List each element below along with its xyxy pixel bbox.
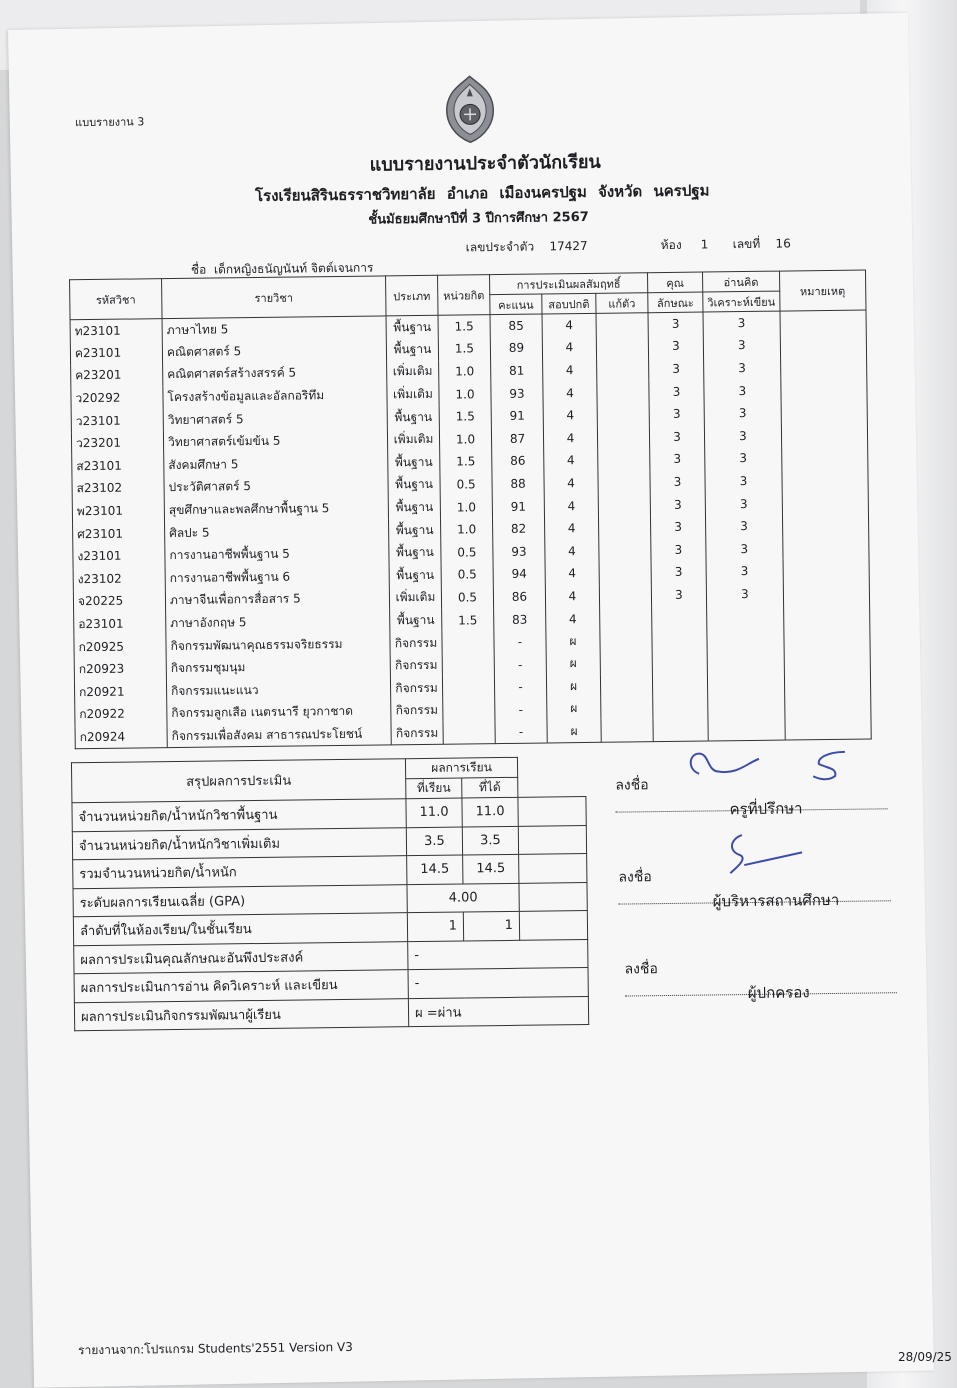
subject-reading [707, 605, 784, 629]
subject-score: 94 [493, 563, 545, 586]
summary-earned-header: ที่ได้ [462, 777, 518, 798]
subject-score: 89 [490, 337, 542, 360]
subject-credit [443, 721, 495, 744]
subject-retest [596, 313, 648, 336]
summary-title: สรุปผลการประเมิน [71, 759, 405, 803]
subject-remark [784, 694, 870, 718]
subject-remark [784, 672, 870, 696]
subject-retest [598, 493, 650, 516]
header-score: คะแนน [490, 294, 542, 315]
subject-character [652, 628, 707, 651]
basic-credit-label: จำนวนหน่วยกิต/น้ำหนักวิชาพื้นฐาน [72, 799, 406, 832]
subject-code: ส23101 [72, 454, 164, 478]
subject-credit: 1.0 [439, 360, 491, 383]
subject-name: คณิตศาสตร์สร้างสรรค์ 5 [163, 361, 387, 386]
subject-reading [707, 673, 784, 697]
header-subject: รายวิชา [162, 276, 386, 319]
subject-reading [707, 627, 784, 651]
header-grade: สอบปกติ [542, 293, 596, 314]
subject-code: ง23101 [73, 545, 165, 569]
subject-name: ภาษาอังกฤษ 5 [166, 610, 390, 635]
subject-remark [781, 446, 867, 470]
subject-reading [708, 695, 785, 719]
subject-credit: 0.5 [441, 586, 493, 609]
header-character-top: คุณ [648, 272, 703, 293]
subject-credit [442, 631, 494, 654]
subject-type: กิจกรรม [390, 654, 442, 677]
subject-retest [597, 403, 649, 426]
subject-type: กิจกรรม [390, 677, 442, 700]
subject-credit: 1.5 [438, 337, 490, 360]
subject-credit [442, 676, 494, 699]
subject-reading: 3 [705, 492, 782, 516]
subject-character [652, 606, 707, 629]
subject-type: พื้นฐาน [388, 496, 440, 519]
subject-name: คณิตศาสตร์ 5 [162, 338, 386, 363]
subject-name: ภาษาจีนเพื่อการสื่อสาร 5 [165, 587, 389, 612]
subject-score: 88 [492, 472, 544, 495]
subject-remark [780, 333, 866, 357]
subject-score: 93 [491, 382, 543, 405]
subject-remark [782, 513, 868, 537]
subject-score: 86 [492, 450, 544, 473]
parent-role: ผู้ปกครอง [747, 983, 810, 1003]
subject-retest [598, 516, 650, 539]
subject-credit: 1.5 [438, 315, 490, 338]
subject-retest [598, 471, 650, 494]
subject-code: จ20225 [73, 590, 165, 614]
subject-score: 91 [492, 495, 544, 518]
subject-retest [599, 539, 651, 562]
gpa-label: ระดับผลการเรียนเฉลี่ย (GPA) [73, 884, 407, 917]
subject-credit: 0.5 [441, 541, 493, 564]
student-name: ชื่อ เด็กหญิงธนัญนันท์ จิตต์เจนการ [190, 260, 374, 277]
seat-number: เลขที่ 16 [732, 236, 791, 252]
footer-date: 28/09/25 [898, 1350, 952, 1364]
subject-retest [599, 584, 651, 607]
subject-name: ประวัติศาสตร์ 5 [164, 474, 388, 499]
subject-type: พื้นฐาน [388, 473, 440, 496]
subject-code: ก20922 [75, 703, 167, 727]
subject-reading [707, 650, 784, 674]
header-type: ประเภท [386, 275, 438, 316]
header-character: ลักษณะ [648, 292, 703, 313]
subject-type: เพิ่มเติม [387, 360, 439, 383]
subject-type: กิจกรรม [391, 722, 443, 745]
subject-credit: 1.5 [440, 450, 492, 473]
subject-retest [596, 335, 648, 358]
subject-credit: 1.0 [439, 382, 491, 405]
subject-character: 3 [649, 357, 704, 380]
subject-credit: 0.5 [441, 563, 493, 586]
subject-reading: 3 [704, 401, 781, 425]
subject-type: เพิ่มเติม [387, 428, 439, 451]
gpa-value: 4.00 [407, 883, 519, 913]
basic-credit-studied: 11.0 [406, 798, 462, 827]
subject-type: เพิ่มเติม [389, 586, 441, 609]
header-reading-top: อ่านคิด [703, 271, 780, 292]
subject-grade: 4 [546, 607, 600, 630]
summary-table [71, 756, 589, 1031]
subject-code: ส23102 [72, 477, 164, 501]
subject-code: ก20921 [74, 680, 166, 704]
subject-retest [597, 380, 649, 403]
subject-character [653, 696, 708, 719]
subject-remark [783, 581, 869, 605]
subject-grade: 4 [545, 584, 599, 607]
subject-type: พื้นฐาน [390, 609, 442, 632]
subject-score: 86 [493, 585, 545, 608]
subject-score: 83 [494, 608, 546, 631]
subject-name: วิทยาศาสตร์ 5 [163, 406, 387, 431]
subject-code: ว23201 [71, 432, 163, 456]
subject-grade: 4 [544, 494, 598, 517]
subject-code: ง23102 [73, 567, 165, 591]
subject-credit: 1.0 [440, 495, 492, 518]
province: จังหวัด นครปฐม [597, 181, 710, 201]
total-credit-label: รวมจำนวนหน่วยกิต/น้ำหนัก [73, 856, 407, 889]
rank-label: ลำดับที่ในห้องเรียน/ในชั้นเรียน [73, 913, 407, 946]
extra-credit-earned: 3.5 [462, 826, 518, 855]
subject-code: ก20924 [75, 725, 167, 749]
subject-credit: 1.0 [439, 428, 491, 451]
subject-grade: ผ [546, 652, 600, 675]
subject-reading: 3 [706, 537, 783, 561]
subject-code: ว20292 [71, 386, 163, 410]
subject-remark [783, 536, 869, 560]
subject-type: พื้นฐาน [389, 519, 441, 542]
subject-reading: 3 [704, 424, 781, 448]
subject-name: กิจกรรมเพื่อสังคม สาธารณประโยชน์ [167, 723, 391, 748]
subject-remark [780, 355, 866, 379]
subject-character: 3 [648, 312, 703, 335]
subject-grade: 4 [544, 471, 598, 494]
subject-code: ก20925 [74, 635, 166, 659]
subject-code: ท23101 [70, 319, 162, 343]
subject-name: กิจกรรมชุมนุม [166, 655, 390, 680]
subject-grade: 4 [544, 449, 598, 472]
subject-character: 3 [651, 538, 706, 561]
subject-character: 3 [648, 335, 703, 358]
subject-reading: 3 [705, 447, 782, 471]
subject-name: กิจกรรมพัฒนาคุณธรรมจริยธรรม [166, 632, 390, 657]
header-retest: แก้ตัว [596, 293, 648, 314]
subject-remark [782, 491, 868, 515]
reading-result-value: - [408, 967, 588, 998]
parent-signature-line: ลงชื่อ [624, 955, 919, 1001]
subject-credit: 1.5 [439, 405, 491, 428]
subject-grade: 4 [543, 381, 597, 404]
subject-score: 93 [493, 540, 545, 563]
subject-character: 3 [649, 402, 704, 425]
class-year-line: ชั้นมัธยมศึกษาปีที่ 3 ปีการศึกษา 2567 [368, 209, 589, 228]
subject-character [653, 719, 708, 742]
extra-credit-label: จำนวนหน่วยกิต/น้ำหนักวิชาเพิ่มเติม [72, 827, 406, 860]
subject-reading: 3 [703, 334, 780, 358]
extra-credit-studied: 3.5 [406, 827, 462, 856]
director-signature-icon [718, 828, 829, 879]
subject-retest [597, 358, 649, 381]
subject-credit: 1.0 [441, 518, 493, 541]
subject-score: 82 [492, 517, 544, 540]
subject-type: พื้นฐาน [386, 315, 438, 338]
subject-character: 3 [649, 425, 704, 448]
subject-retest [597, 426, 649, 449]
student-id: เลขประจำตัว 17427 [465, 238, 588, 255]
subject-character: 3 [650, 448, 705, 471]
subject-grade: 4 [543, 404, 597, 427]
subject-code: อ23101 [74, 612, 166, 636]
subject-name: วิทยาศาสตร์เข้มข้น 5 [163, 429, 387, 454]
subject-type: พื้นฐาน [388, 451, 440, 474]
subject-code: ค23201 [71, 364, 163, 388]
subject-score: - [494, 653, 546, 676]
rank-room: 1 [407, 912, 463, 941]
subject-character: 3 [649, 380, 704, 403]
school-name: โรงเรียนสิรินธรราชวิทยาลัย [254, 184, 436, 205]
subject-reading: 3 [706, 560, 783, 584]
summary-studied-header: ที่เรียน [406, 778, 462, 799]
school-seal-icon [441, 74, 500, 145]
subject-remark [781, 378, 867, 402]
subject-remark [781, 400, 867, 424]
school-line [255, 178, 710, 208]
grades-table [69, 270, 871, 750]
advisor-signature-line: ลงชื่อ [615, 771, 917, 817]
subject-grade: 4 [542, 313, 596, 336]
subject-grade: 4 [543, 426, 597, 449]
subject-credit [443, 699, 495, 722]
subject-code: ว23101 [71, 409, 163, 433]
subject-name: การงานอาชีพพื้นฐาน 6 [165, 564, 389, 589]
subject-name: ภาษาไทย 5 [162, 316, 386, 341]
subject-remark [783, 604, 869, 628]
subject-remark [784, 626, 870, 650]
subject-name: สังคมศึกษา 5 [164, 451, 388, 476]
header-code: รหัสวิชา [70, 279, 162, 320]
subject-character: 3 [650, 493, 705, 516]
subject-score: 87 [491, 427, 543, 450]
subject-type: เพิ่มเติม [387, 383, 439, 406]
subject-retest [601, 697, 653, 720]
subject-name: กิจกรรมลูกเสือ เนตรนารี ยุวกาชาด [167, 700, 391, 725]
subject-score: 81 [491, 359, 543, 382]
subject-grade: ผ [546, 630, 600, 653]
subject-grade: ผ [547, 720, 601, 743]
subject-grade: 4 [542, 336, 596, 359]
district: อำเภอ เมืองนครปฐม [446, 182, 587, 203]
subject-character: 3 [651, 583, 706, 606]
rank-class: 1 [463, 911, 519, 940]
advisor-role: ครูที่ปรึกษา [729, 799, 803, 819]
subject-character [652, 674, 707, 697]
subject-score: - [494, 630, 546, 653]
subject-reading: 3 [705, 514, 782, 538]
subject-credit [442, 654, 494, 677]
subject-retest [600, 652, 652, 675]
subject-grade: 4 [545, 562, 599, 585]
subject-type: พื้นฐาน [386, 338, 438, 361]
subject-reading: 3 [706, 582, 783, 606]
subject-retest [600, 674, 652, 697]
subject-grade: ผ [547, 697, 601, 720]
subject-retest [601, 719, 653, 742]
basic-credit-earned: 11.0 [462, 797, 518, 826]
subject-name: ศิลปะ 5 [165, 519, 389, 544]
subject-code: พ23101 [72, 499, 164, 523]
room-number: ห้อง 1 [660, 237, 709, 253]
subject-reading: 3 [704, 356, 781, 380]
header-credit: หน่วยกิต [438, 275, 490, 316]
subject-credit: 0.5 [440, 473, 492, 496]
subject-name: กิจกรรมแนะแนว [166, 677, 390, 702]
document-title: แบบรายงานประจำตัวนักเรียน [369, 151, 601, 176]
subject-retest [600, 629, 652, 652]
subject-type: กิจกรรม [390, 632, 442, 655]
subject-type: กิจกรรม [391, 699, 443, 722]
subject-reading: 3 [705, 469, 782, 493]
header-reading: วิเคราะห์เขียน [703, 291, 780, 312]
header-remark: หมายเหตุ [779, 270, 865, 311]
total-credit-earned: 14.5 [463, 854, 519, 883]
subject-code: ค23101 [70, 341, 162, 365]
subject-reading: 3 [703, 311, 780, 335]
subject-grade: 4 [545, 539, 599, 562]
subject-score: 91 [491, 404, 543, 427]
character-result-value: - [408, 939, 588, 970]
header-assessment: การประเมินผลสัมฤทธิ์ [490, 273, 648, 295]
subject-remark [784, 649, 870, 673]
summary-result-header: ผลการเรียน [405, 757, 517, 778]
subject-remark [780, 310, 866, 334]
subject-code: ก20923 [74, 658, 166, 682]
subject-remark [782, 468, 868, 492]
subject-type: พื้นฐาน [389, 541, 441, 564]
subject-score: - [494, 675, 546, 698]
subject-type: พื้นฐาน [389, 564, 441, 587]
character-result-label: ผลการประเมินคุณลักษณะอันพึงประสงค์ [74, 941, 408, 974]
subject-character [652, 651, 707, 674]
subject-score: 85 [490, 314, 542, 337]
subject-type: พื้นฐาน [387, 406, 439, 429]
subject-name: สุขศึกษาและพลศึกษาพื้นฐาน 5 [164, 497, 388, 522]
subject-remark [783, 559, 869, 583]
subject-grade: ผ [546, 675, 600, 698]
total-credit-studied: 14.5 [407, 855, 463, 884]
subject-name: การงานอาชีพพื้นฐาน 5 [165, 542, 389, 567]
activity-result-value: ผ =ผ่าน [408, 996, 588, 1027]
reading-result-label: ผลการประเมินการอ่าน คิดวิเคราะห์ และเขียน [74, 970, 408, 1003]
advisor-signature-icon [677, 737, 878, 789]
report-page [8, 13, 934, 1388]
subject-reading: 3 [704, 379, 781, 403]
subject-name: โครงสร้างข้อมูลและอัลกอริทึม [163, 384, 387, 409]
subject-retest [600, 606, 652, 629]
subject-retest [598, 448, 650, 471]
subject-score: - [495, 698, 547, 721]
form-number: แบบรายงาน 3 [75, 115, 145, 130]
subject-retest [599, 561, 651, 584]
footer-source: รายงานจาก:โปรแกรม Students'2551 Version V3 [78, 1339, 353, 1358]
director-signature-line: ลงชื่อ [618, 863, 918, 909]
subject-credit: 1.5 [442, 608, 494, 631]
subject-score: - [495, 721, 547, 744]
subject-grade: 4 [543, 359, 597, 382]
subject-character: 3 [650, 515, 705, 538]
subject-character: 3 [650, 470, 705, 493]
director-role: ผู้บริหารสถานศึกษา [712, 890, 840, 911]
subject-character: 3 [651, 561, 706, 584]
subject-grade: 4 [544, 517, 598, 540]
activity-result-label: ผลการประเมินกิจกรรมพัฒนาผู้เรียน [74, 998, 408, 1031]
subject-remark [781, 423, 867, 447]
subject-code: ศ23101 [73, 522, 165, 546]
